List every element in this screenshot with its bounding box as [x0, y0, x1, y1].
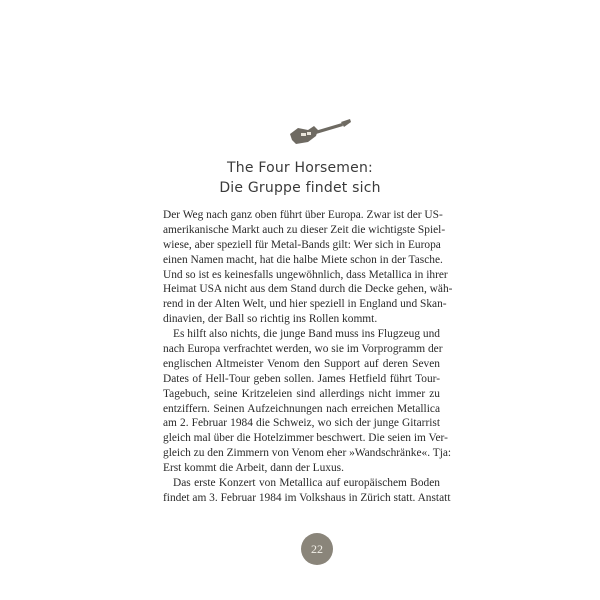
text-line: Tagebuch, seine Kritzeleien sind allerdings nicht immer zu — [163, 387, 440, 400]
page-number-badge — [301, 533, 333, 565]
text-line: dinavien, der Ball so richtig ins Rollen kommt. — [163, 313, 378, 326]
page-number: 22 — [311, 541, 323, 556]
text-line: einen Namen macht, hat die halbe Miete schon in der Tasche. — [163, 253, 443, 266]
text-line: gleich mal über die Hotelzimmer beschwert. Die seien im Ver- — [163, 432, 448, 445]
text-line: amerikanische Markt auch zu dieser Zeit die wichtigste Spiel- — [163, 223, 446, 236]
text-line: Erst kommt die Arbeit, dann der Luxus. — [163, 462, 344, 475]
text-line: englischen Altmeister Venom den Support auf deren Seven — [163, 357, 440, 370]
chapter-title-line-2: Die Gruppe findet sich — [219, 180, 381, 196]
text-line: Der Weg nach ganz oben führt über Europa. Zwar ist der US- — [163, 209, 443, 221]
text-line: Und so ist es keinesfalls ungewöhnlich, dass Metallica in ihrer — [163, 268, 448, 281]
text-line: findet am 3. Februar 1984 im Volkshaus in Zürich statt. Anstatt — [163, 491, 451, 504]
chapter-title — [160, 158, 440, 198]
text-line: gleich zu den Zimmern von Venom eher »Wandschränke«. Tja: — [163, 447, 452, 460]
text-line: wiese, aber speziell für Metal-Bands gilt: Wer sich in Europa — [163, 238, 441, 251]
text-line: Heimat USA nicht aus dem Stand durch die Decke gehen, wäh- — [163, 283, 453, 296]
chapter-title-line-1: The Four Horsemen: — [227, 160, 373, 176]
text-line: Es hilft also nichts, die junge Band muss ins Flugzeug und — [173, 328, 440, 341]
text-line: Das erste Konzert von Metallica auf europäischem Boden — [173, 477, 440, 490]
text-line: entziffern. Seinen Aufzeichnungen nach erreichen Metallica — [163, 402, 440, 415]
text-line: nach Europa verfrachtet werden, wo sie im Vorprogramm der — [163, 343, 443, 356]
text-line: am 2. Februar 1984 die Schweiz, wo sich der junge Gitarrist — [163, 417, 440, 430]
body-text — [163, 208, 453, 506]
electric-guitar-icon — [288, 118, 352, 148]
text-line: rend in der Alten Welt, und hier speziell in England und Skan- — [163, 298, 447, 311]
text-line: Dates of Hell-Tour geben sollen. James Hetfield führt Tour- — [163, 372, 440, 385]
